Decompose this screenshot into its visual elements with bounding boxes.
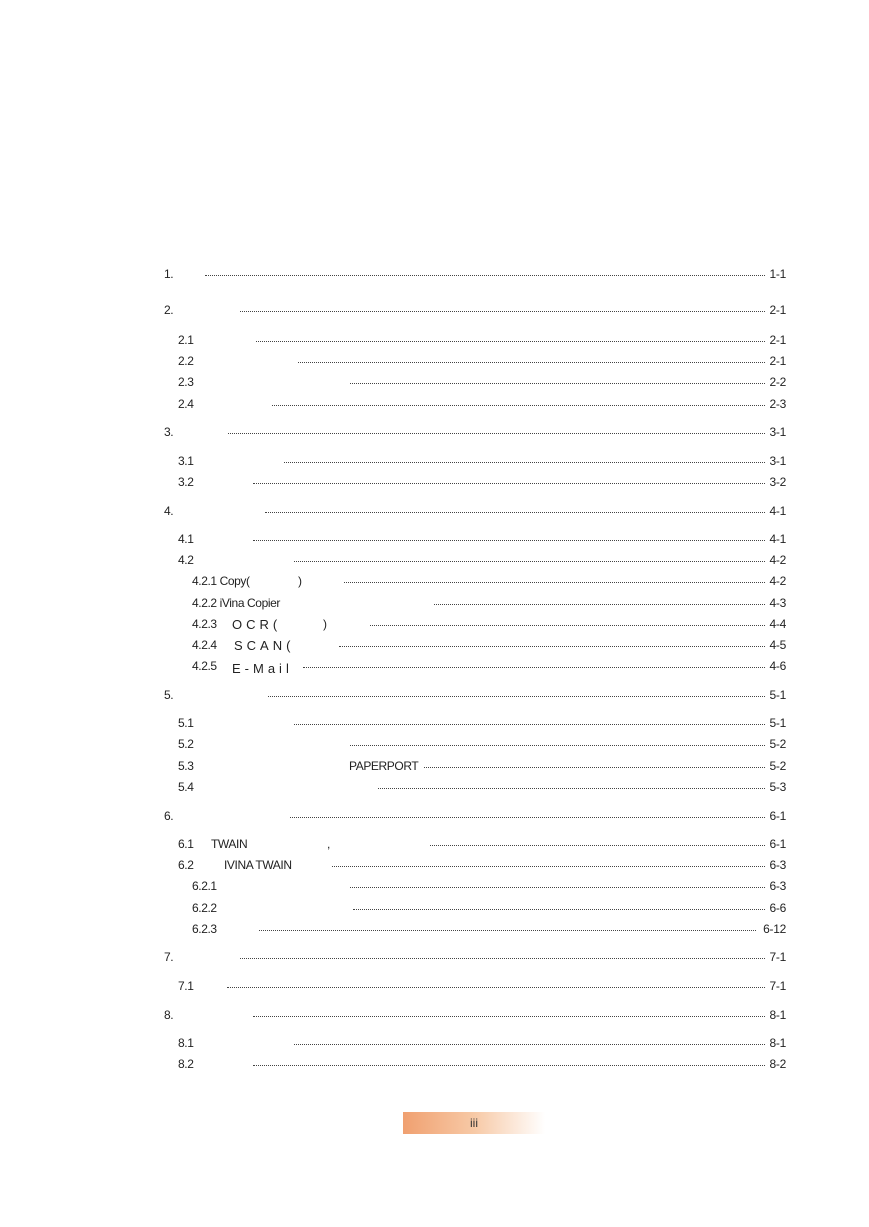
- toc-number: 5.: [164, 688, 174, 702]
- toc-entry: [0, 572, 869, 590]
- toc-number: 3.1: [178, 454, 194, 468]
- toc-number: 2.2: [178, 354, 194, 368]
- toc-entry: [0, 807, 869, 825]
- dot-leader: [294, 561, 765, 562]
- toc-number: 7.1: [178, 979, 194, 993]
- toc-number: 4.2.5: [192, 659, 217, 673]
- toc-page: 5-2: [769, 737, 786, 751]
- dot-leader: [434, 604, 765, 605]
- toc-number: 4.2.4: [192, 638, 217, 652]
- toc-entry: [0, 657, 869, 675]
- page-footer: [403, 1112, 545, 1134]
- dot-leader: [253, 1016, 765, 1017]
- dot-leader: [259, 930, 756, 931]
- toc-entry: [0, 735, 869, 753]
- toc-number: 2.: [164, 303, 174, 317]
- toc-page: 4-1: [769, 504, 786, 518]
- toc-entry: [0, 352, 869, 370]
- toc-entry: [0, 551, 869, 569]
- dot-leader: [240, 958, 765, 959]
- toc-number: 6.: [164, 809, 174, 823]
- toc-entry: [0, 920, 869, 938]
- toc-page: 4-6: [769, 659, 786, 673]
- dot-leader: [424, 767, 765, 768]
- dot-leader: [350, 383, 765, 384]
- toc-page: 2-1: [769, 354, 786, 368]
- dot-leader: [332, 866, 765, 867]
- toc-number: 5.4: [178, 780, 194, 794]
- toc-page: 7-1: [769, 979, 786, 993]
- toc-entry: [0, 395, 869, 413]
- dot-leader: [298, 362, 765, 363]
- toc-entry: [0, 452, 869, 470]
- dot-leader: [350, 745, 765, 746]
- toc-page: 2-3: [769, 397, 786, 411]
- toc-number: 4.2: [178, 553, 194, 567]
- toc-number: 6.2.3: [192, 922, 217, 936]
- toc-entry: [0, 373, 869, 391]
- dot-leader: [294, 724, 765, 725]
- toc-number: 7.: [164, 950, 174, 964]
- toc-number: 8.: [164, 1008, 174, 1022]
- toc-entry: [0, 757, 869, 775]
- toc-page: 1-1: [769, 267, 786, 281]
- page-number: iii: [470, 1116, 478, 1130]
- dot-leader: [228, 433, 765, 434]
- toc-number: 6.1: [178, 837, 194, 851]
- toc-entry: [0, 686, 869, 704]
- dot-leader: [253, 1065, 765, 1066]
- toc-entry: [0, 615, 869, 633]
- toc-entry: [0, 473, 869, 491]
- toc-page: 8-2: [769, 1057, 786, 1071]
- dot-leader: [378, 788, 765, 789]
- dot-leader: [350, 887, 765, 888]
- toc-page: 6-1: [769, 837, 786, 851]
- dot-leader: [370, 625, 765, 626]
- toc-entry: [0, 856, 869, 874]
- toc-page: 4-3: [769, 596, 786, 610]
- toc-page: 2-2: [769, 375, 786, 389]
- dot-leader: [256, 341, 765, 342]
- toc-page: 2-1: [769, 303, 786, 317]
- toc-entry: [0, 1055, 869, 1073]
- toc-entry: [0, 899, 869, 917]
- toc-title-fragment: SCAN(: [234, 638, 295, 653]
- toc-number: 4.1: [178, 532, 194, 546]
- toc-page: 4-5: [769, 638, 786, 652]
- toc-entry: [0, 835, 869, 853]
- dot-leader: [253, 540, 765, 541]
- toc-page: 7-1: [769, 950, 786, 964]
- dot-leader: [303, 667, 765, 668]
- toc-number: 5.2: [178, 737, 194, 751]
- toc-page: 6-12: [763, 922, 786, 936]
- toc-page: 5-1: [769, 688, 786, 702]
- toc-title-fragment: ): [298, 574, 302, 588]
- toc-page: 6-3: [769, 858, 786, 872]
- toc-page: 5-1: [769, 716, 786, 730]
- toc-entry: [0, 778, 869, 796]
- dot-leader: [353, 909, 765, 910]
- toc-page: 4-1: [769, 532, 786, 546]
- toc-entry: [0, 301, 869, 319]
- dot-leader: [240, 311, 765, 312]
- toc-title-fragment: TWAIN: [211, 837, 248, 851]
- toc-page: 4-2: [769, 574, 786, 588]
- toc-entry: [0, 714, 869, 732]
- toc-number: 2.4: [178, 397, 194, 411]
- toc-page: 5-3: [769, 780, 786, 794]
- dot-leader: [272, 405, 765, 406]
- toc-page: 4-4: [769, 617, 786, 631]
- toc-title-fragment: PAPERPORT: [349, 759, 419, 773]
- toc-number: 4.: [164, 504, 174, 518]
- toc-page: 3-1: [769, 454, 786, 468]
- toc-page: 8-1: [769, 1008, 786, 1022]
- toc-number: 5.1: [178, 716, 194, 730]
- toc-page: 4-2: [769, 553, 786, 567]
- toc-number: 1.: [164, 267, 174, 281]
- toc-number: 6.2.2: [192, 901, 217, 915]
- toc-number: 5.3: [178, 759, 194, 773]
- toc-number: 4.2.1 Copy(: [192, 574, 250, 588]
- toc-number: 4.2.2 iVina Copier: [192, 596, 280, 610]
- toc-page: 2-1: [769, 333, 786, 347]
- toc-entry: [0, 265, 869, 283]
- toc-number: 2.3: [178, 375, 194, 389]
- dot-leader: [294, 1044, 765, 1045]
- toc-entry: [0, 877, 869, 895]
- toc-page: 6-3: [769, 879, 786, 893]
- toc-page: 6-6: [769, 901, 786, 915]
- dot-leader: [265, 512, 765, 513]
- toc-title-fragment: IVINA TWAIN: [224, 858, 292, 872]
- dot-leader: [227, 987, 765, 988]
- toc-entry: [0, 1034, 869, 1052]
- toc-page: 5-2: [769, 759, 786, 773]
- dot-leader: [284, 462, 765, 463]
- toc-title-fragment: ,: [327, 837, 330, 851]
- toc-number: 6.2: [178, 858, 194, 872]
- toc-number: 8.1: [178, 1036, 194, 1050]
- toc-entry: [0, 1006, 869, 1024]
- toc-entry: [0, 502, 869, 520]
- toc-number: 8.2: [178, 1057, 194, 1071]
- toc-page: 6-1: [769, 809, 786, 823]
- toc-entry: [0, 636, 869, 654]
- toc-number: 3.2: [178, 475, 194, 489]
- toc-entry: [0, 530, 869, 548]
- toc-number: 6.2.1: [192, 879, 217, 893]
- toc-number: 3.: [164, 425, 174, 439]
- dot-leader: [268, 696, 765, 697]
- dot-leader: [339, 646, 765, 647]
- toc-number: 2.1: [178, 333, 194, 347]
- toc-page: 3-1: [769, 425, 786, 439]
- toc-title-fragment: ): [323, 617, 327, 631]
- toc-entry: [0, 948, 869, 966]
- toc-number: 4.2.3: [192, 617, 217, 631]
- toc-title-fragment: E-Mail: [232, 661, 293, 676]
- toc-entry: [0, 977, 869, 995]
- toc-entry: [0, 331, 869, 349]
- toc-page: 8-1: [769, 1036, 786, 1050]
- dot-leader: [205, 275, 765, 276]
- toc-page: 3-2: [769, 475, 786, 489]
- dot-leader: [430, 845, 765, 846]
- dot-leader: [290, 817, 765, 818]
- toc-title-fragment: OCR(: [232, 617, 282, 632]
- dot-leader: [253, 483, 765, 484]
- dot-leader: [344, 582, 765, 583]
- toc-entry: [0, 594, 869, 612]
- toc-entry: [0, 423, 869, 441]
